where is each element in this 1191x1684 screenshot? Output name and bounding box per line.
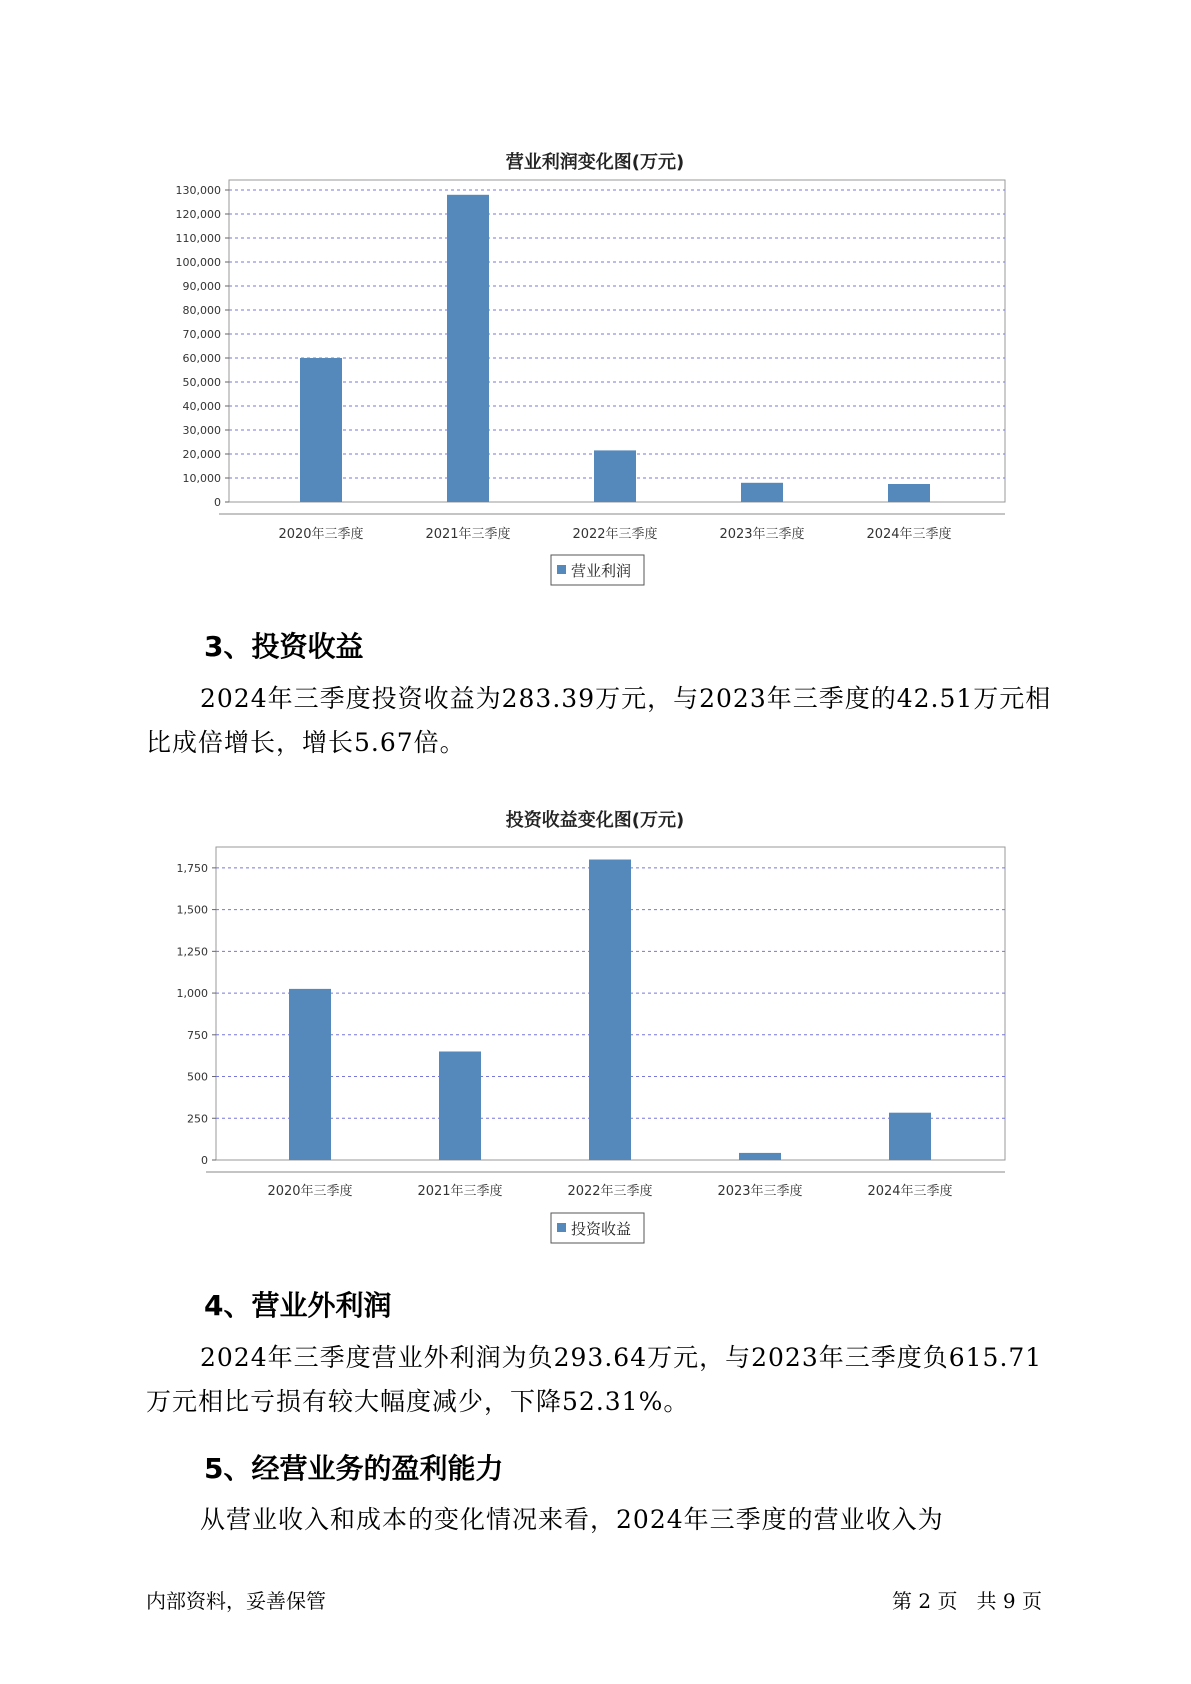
bar	[739, 1153, 781, 1160]
section-4-line-2: 万元相比亏损有较大幅度减少，下降52.31%。	[146, 1387, 690, 1416]
x-tick-label: 2021年三季度	[417, 1184, 503, 1199]
x-tick-label: 2022年三季度	[567, 1184, 653, 1199]
x-tick-label: 2021年三季度	[425, 527, 511, 542]
section-4-heading: 4、营业外利润	[204, 1289, 392, 1322]
section-3-line-1: 2024年三季度投资收益为283.39万元，与2023年三季度的42.51万元相	[200, 684, 1052, 713]
section-3-line-2: 比成倍增长，增长5.67倍。	[146, 728, 466, 757]
legend-swatch	[557, 1223, 566, 1232]
section-3-paragraph	[146, 677, 1066, 765]
y-tick-label: 60,000	[182, 352, 221, 365]
section-5-paragraph	[146, 1498, 1066, 1542]
bar	[889, 1113, 931, 1160]
chart-title: 营业利润变化图(万元)	[505, 152, 685, 173]
investment-income-chart-svg	[0, 798, 1191, 1258]
y-tick-label: 90,000	[182, 280, 221, 293]
operating-profit-chart	[0, 140, 1191, 600]
footer-confidential: 内部资料，妥善保管	[146, 1589, 326, 1613]
y-tick-label: 1,750	[176, 861, 208, 875]
section-3-heading: 3、投资收益	[204, 630, 364, 663]
investment-income-chart	[0, 798, 1191, 1258]
x-tick-label: 2020年三季度	[278, 527, 364, 542]
bar	[439, 1051, 481, 1160]
section-4-line-1: 2024年三季度营业外利润为负293.64万元，与2023年三季度负615.71	[200, 1343, 1043, 1372]
y-tick-label: 250	[187, 1112, 208, 1126]
bar	[888, 484, 930, 502]
legend-swatch	[557, 565, 566, 574]
y-tick-label: 80,000	[182, 304, 221, 317]
y-tick-label: 10,000	[182, 472, 221, 485]
x-tick-label: 2023年三季度	[717, 1184, 803, 1199]
legend	[551, 1213, 644, 1243]
legend-label: 投资收益	[571, 1220, 632, 1238]
y-tick-label: 120,000	[175, 208, 221, 221]
bar	[741, 483, 783, 502]
bar	[289, 989, 331, 1160]
y-tick-label: 1,250	[176, 945, 208, 959]
bar	[447, 195, 489, 502]
legend	[551, 555, 644, 585]
y-tick-label: 500	[187, 1070, 208, 1084]
bar	[594, 450, 636, 502]
y-tick-label: 20,000	[182, 448, 221, 461]
legend-label: 营业利润	[571, 562, 632, 580]
y-tick-label: 0	[214, 496, 221, 509]
bar	[589, 860, 631, 1160]
section-4-paragraph	[146, 1336, 1066, 1424]
y-tick-label: 750	[187, 1028, 208, 1042]
x-tick-label: 2024年三季度	[866, 527, 952, 542]
y-tick-label: 1,500	[176, 903, 208, 917]
y-tick-label: 70,000	[182, 328, 221, 341]
y-tick-label: 100,000	[175, 256, 221, 269]
y-tick-label: 0	[201, 1154, 208, 1167]
section-5-line-1: 从营业收入和成本的变化情况来看，2024年三季度的营业收入为	[200, 1505, 944, 1534]
y-tick-label: 130,000	[175, 184, 221, 197]
y-tick-label: 30,000	[182, 424, 221, 437]
footer-page-number: 第 2 页 共 9 页	[892, 1589, 1042, 1613]
x-tick-label: 2022年三季度	[572, 527, 658, 542]
y-tick-label: 1,000	[176, 987, 208, 1001]
operating-profit-chart-svg	[0, 140, 1191, 600]
x-tick-label: 2020年三季度	[267, 1184, 353, 1199]
y-tick-label: 50,000	[182, 376, 221, 389]
section-5-heading: 5、经营业务的盈利能力	[204, 1452, 504, 1485]
y-tick-label: 110,000	[175, 232, 221, 245]
y-tick-label: 40,000	[182, 400, 221, 413]
x-tick-label: 2023年三季度	[719, 527, 805, 542]
bar	[300, 358, 342, 502]
x-tick-label: 2024年三季度	[867, 1184, 953, 1199]
chart-title: 投资收益变化图(万元)	[505, 810, 685, 831]
